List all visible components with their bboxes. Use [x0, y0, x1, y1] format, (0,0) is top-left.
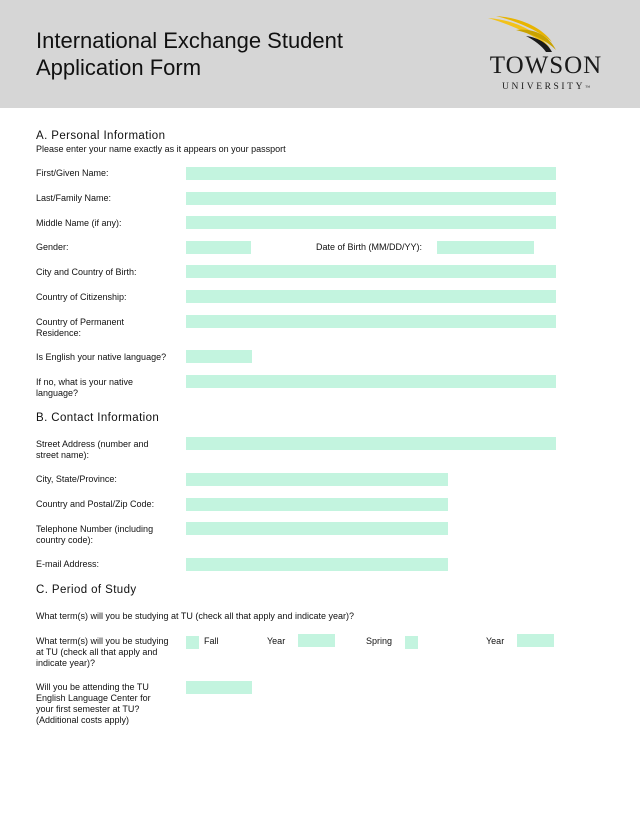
- phone-label-line-2: country code):: [36, 535, 94, 545]
- english-native-label: Is English your native language?: [36, 352, 167, 362]
- fall-checkbox[interactable]: [186, 636, 199, 649]
- native-language-label: [36, 377, 133, 399]
- elc-label-line-1: Will you be attending the TU: [36, 682, 149, 692]
- logo-subtitle-text: UNIVERSITY: [502, 82, 586, 92]
- spring-year-label: Year: [486, 636, 505, 646]
- elc-label-line-2: English Language Center for: [36, 693, 151, 703]
- native-language-label-line-1: If no, what is your native: [36, 377, 134, 387]
- street-address-field[interactable]: [186, 437, 556, 450]
- elc-label-line-3: your first semester at TU?: [36, 704, 140, 714]
- last-name-label: Last/Family Name:: [36, 193, 112, 203]
- middle-name-label: Middle Name (if any):: [36, 218, 122, 228]
- residence-label-line-2: Residence:: [36, 328, 82, 338]
- fall-year-field[interactable]: [298, 634, 335, 647]
- header-banner: [0, 0, 640, 108]
- gender-field[interactable]: [186, 241, 251, 254]
- first-name-label: First/Given Name:: [36, 168, 109, 178]
- logo-wordmark: TOWSON: [489, 52, 603, 79]
- city-label: City, State/Province:: [36, 474, 117, 484]
- middle-name-field[interactable]: [186, 216, 556, 229]
- street-address-label: [36, 439, 149, 461]
- city-field[interactable]: [186, 473, 448, 486]
- fall-label: Fall: [204, 636, 219, 646]
- term-label-line-1: What term(s) will you be studying: [36, 636, 169, 646]
- form-title: [36, 27, 343, 81]
- citizenship-label: Country of Citizenship:: [36, 292, 127, 302]
- term-label: [36, 636, 169, 669]
- first-name-field[interactable]: [186, 167, 556, 180]
- towson-logo: [486, 14, 610, 96]
- fall-year-label: Year: [267, 636, 286, 646]
- last-name-field[interactable]: [186, 192, 556, 205]
- tiger-stripe-icon: [486, 14, 610, 54]
- gender-label: Gender:: [36, 242, 69, 252]
- residence-label-line-1: Country of Permanent: [36, 317, 125, 327]
- term-question: What term(s) will you be studying at TU (check all that apply and indicate year)?: [36, 611, 354, 621]
- street-address-label-line-2: street name):: [36, 450, 90, 460]
- english-native-field[interactable]: [186, 350, 252, 363]
- country-postal-label: Country and Postal/Zip Code:: [36, 499, 155, 509]
- logo-subtitle: [486, 82, 606, 92]
- spring-checkbox[interactable]: [405, 636, 418, 649]
- section-a-heading: A. Personal Information: [36, 130, 166, 142]
- elc-label-line-4: (Additional costs apply): [36, 715, 130, 725]
- citizenship-field[interactable]: [186, 290, 556, 303]
- phone-label: [36, 524, 153, 546]
- section-b-heading: B. Contact Information: [36, 412, 160, 424]
- passport-note: Please enter your name exactly as it appears on your passport: [36, 144, 286, 154]
- title-line-2: Application Form: [36, 55, 202, 80]
- spring-year-field[interactable]: [517, 634, 554, 647]
- section-c-heading: C. Period of Study: [36, 584, 137, 596]
- country-postal-field[interactable]: [186, 498, 448, 511]
- native-language-field[interactable]: [186, 375, 556, 388]
- residence-field[interactable]: [186, 315, 556, 328]
- logo-trademark: ™: [585, 86, 590, 91]
- term-label-line-3: indicate year)?: [36, 658, 96, 668]
- phone-label-line-1: Telephone Number (including: [36, 524, 154, 534]
- elc-field[interactable]: [186, 681, 252, 694]
- residence-label: [36, 317, 124, 339]
- phone-field[interactable]: [186, 522, 448, 535]
- email-field[interactable]: [186, 558, 448, 571]
- spring-label: Spring: [366, 636, 393, 646]
- birth-place-label: City and Country of Birth:: [36, 267, 137, 277]
- dob-label: Date of Birth (MM/DD/YY):: [316, 242, 423, 252]
- elc-label: [36, 682, 151, 726]
- native-language-label-line-2: language?: [36, 388, 79, 398]
- title-line-1: International Exchange Student: [36, 28, 344, 53]
- birth-place-field[interactable]: [186, 265, 556, 278]
- term-label-line-2: at TU (check all that apply and: [36, 647, 158, 657]
- email-label: E-mail Address:: [36, 559, 100, 569]
- dob-field[interactable]: [437, 241, 534, 254]
- street-address-label-line-1: Street Address (number and: [36, 439, 149, 449]
